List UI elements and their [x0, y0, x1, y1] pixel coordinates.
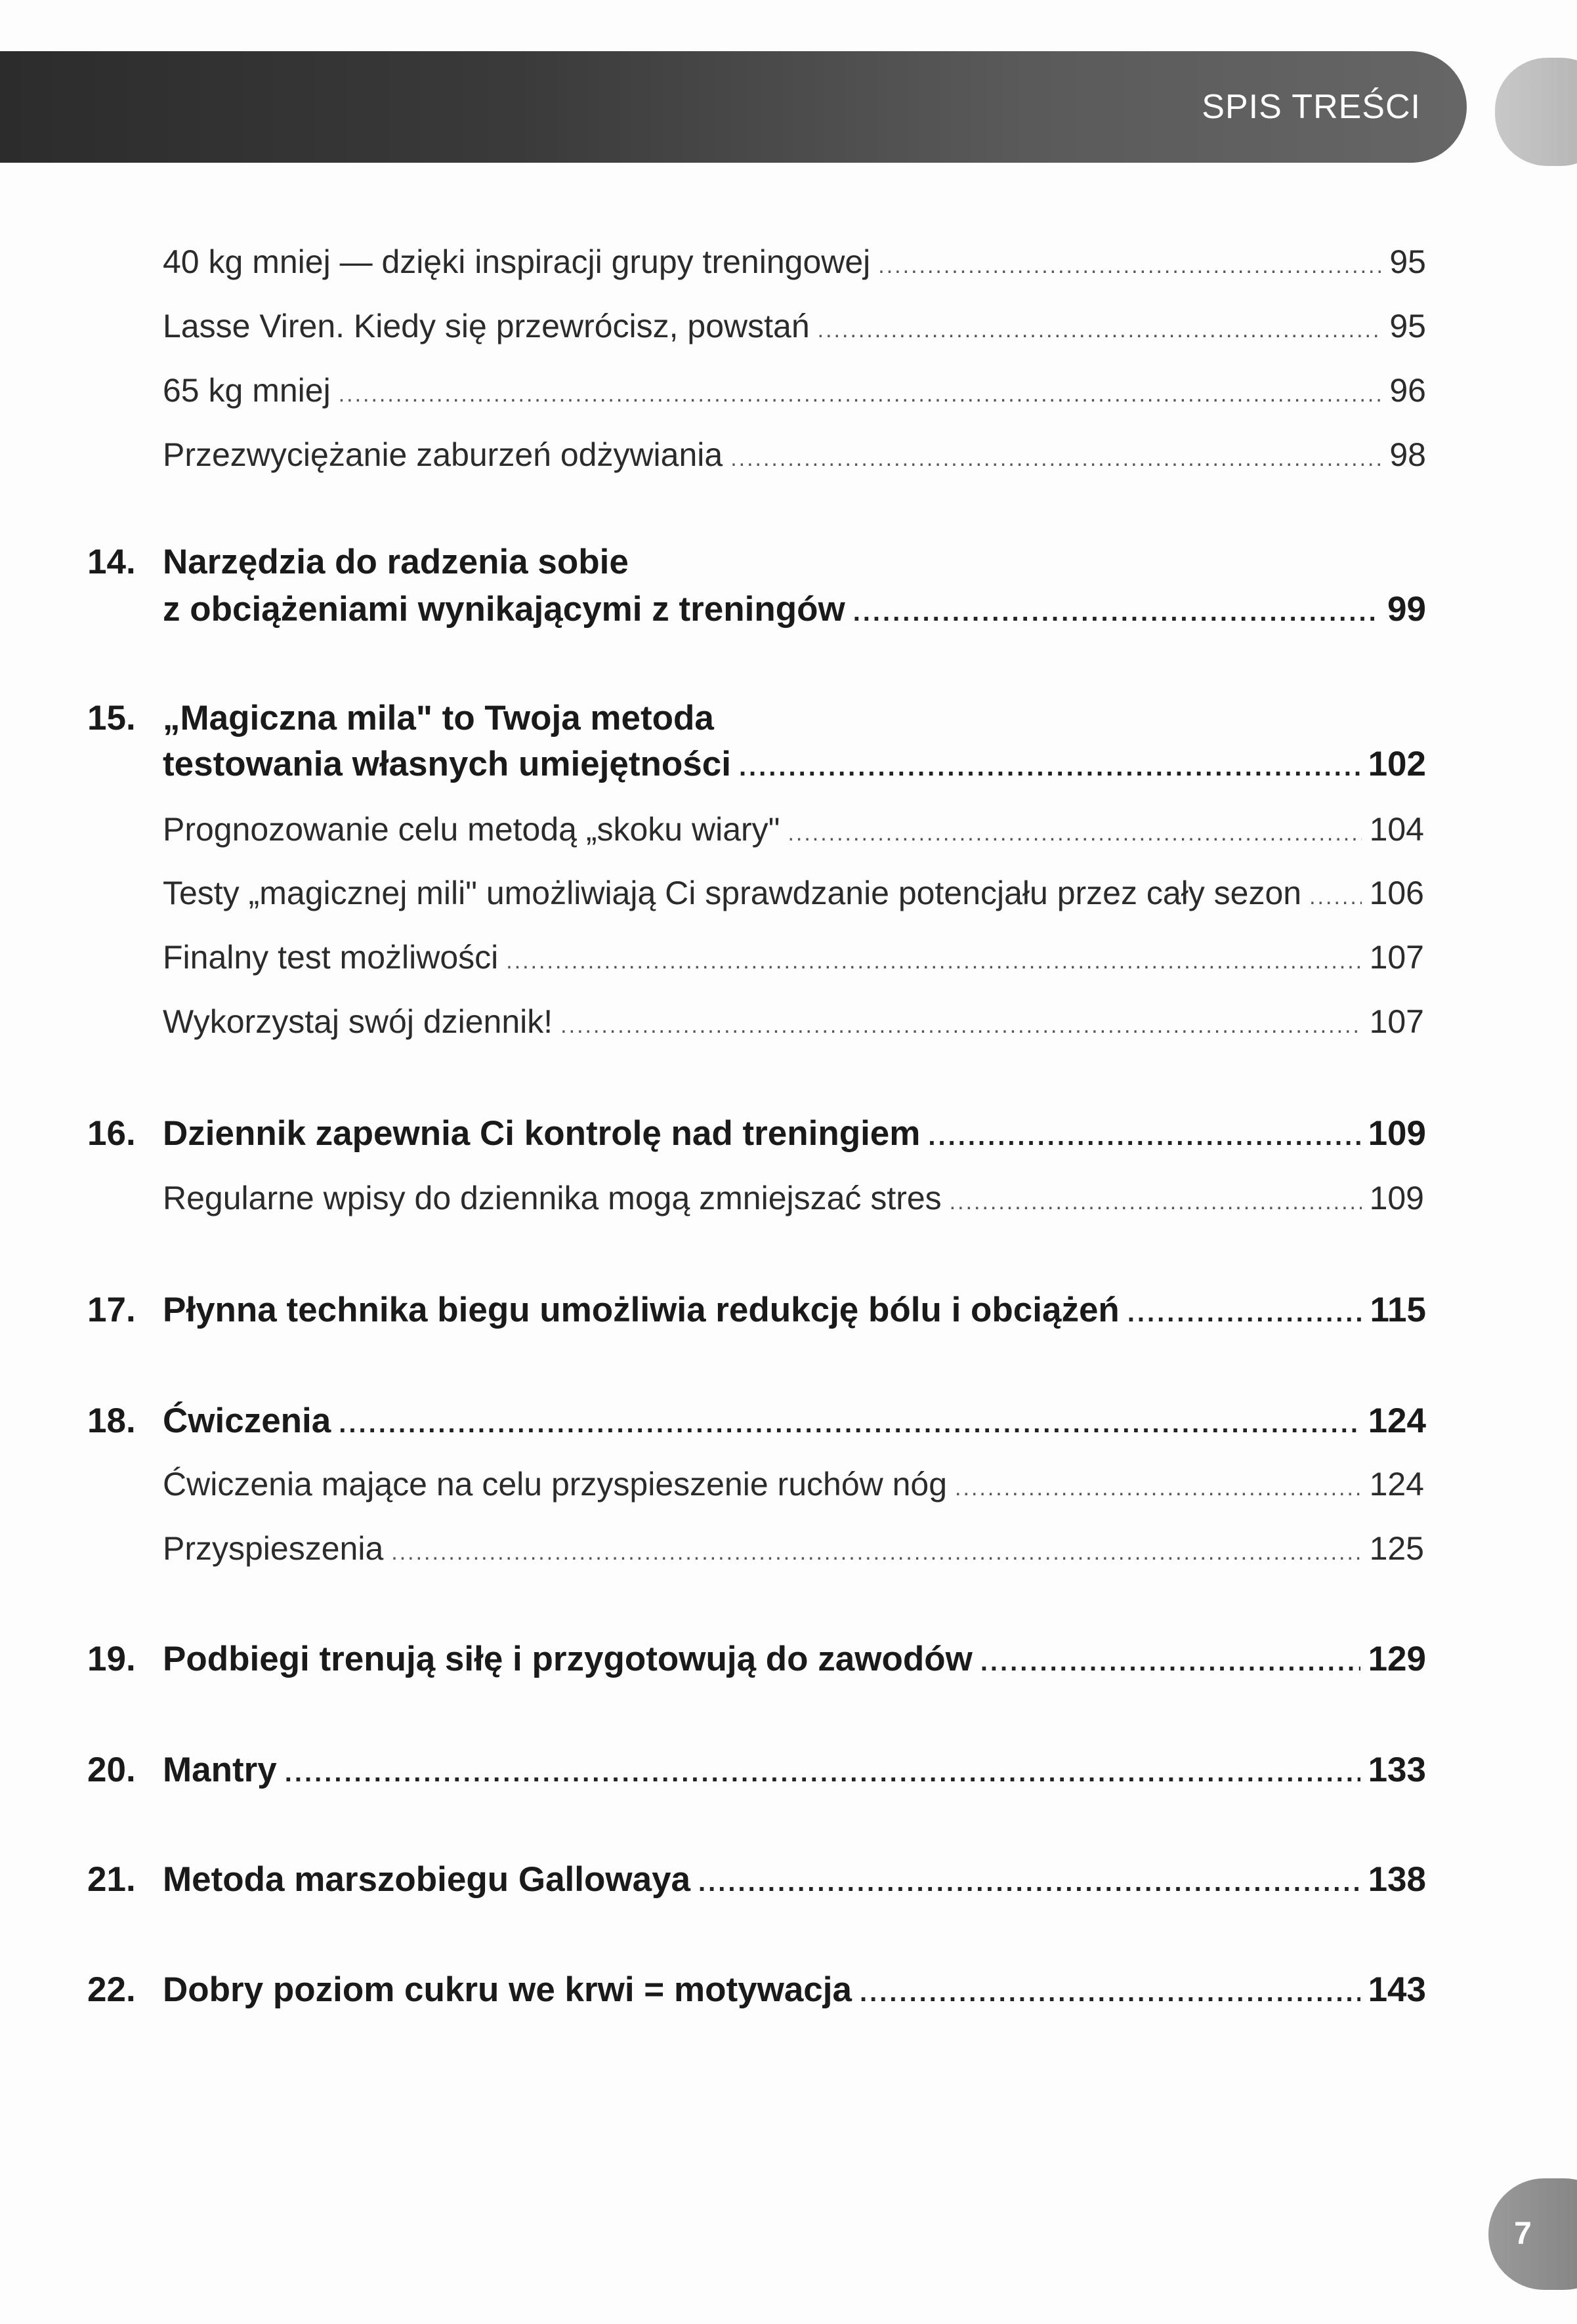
leader-dots: [560, 1013, 1361, 1039]
entry-title: Wykorzystaj swój dziennik!: [163, 1003, 553, 1040]
chapter-14[interactable]: [163, 589, 1426, 629]
chapter-page: 115: [1370, 1291, 1426, 1329]
leader-dots: [1127, 1298, 1362, 1328]
chapter-15[interactable]: [163, 744, 1426, 784]
chapter-number: 16.: [87, 1114, 136, 1153]
leader-dots: [739, 753, 1360, 782]
entry-page: 107: [1369, 1003, 1424, 1040]
chapter-21[interactable]: [87, 1859, 1426, 1899]
chapter-20[interactable]: [87, 1750, 1426, 1790]
entry-page: 109: [1369, 1180, 1424, 1216]
section-title: SPIS TREŚCI: [1202, 88, 1421, 126]
leader-dots: [980, 1648, 1360, 1677]
page-number-tab: [1488, 2178, 1577, 2290]
entry-page: 124: [1369, 1466, 1424, 1503]
chapter-17[interactable]: [87, 1290, 1426, 1330]
leader-dots: [860, 1978, 1360, 2008]
entry-title: Finalny test możliwości: [163, 939, 499, 976]
entry-page: 104: [1369, 811, 1424, 848]
chapter-number: 15.: [87, 699, 136, 737]
chapter-title: Ćwiczenia: [163, 1401, 331, 1440]
chapter-number: 18.: [87, 1401, 136, 1440]
toc-entry[interactable]: [163, 1465, 1424, 1503]
chapter-16[interactable]: [87, 1113, 1426, 1153]
chapter-number: 21.: [87, 1860, 136, 1899]
toc-entry[interactable]: [163, 810, 1424, 848]
entry-page: 96: [1389, 372, 1426, 409]
leader-dots: [1309, 884, 1361, 910]
leader-dots: [955, 1476, 1362, 1501]
entry-title: Przezwyciężanie zaburzeń odżywiania: [163, 436, 723, 473]
entry-page: 95: [1389, 243, 1426, 280]
chapter-number: 20.: [87, 1751, 136, 1789]
chapter-14-title-line1: [87, 542, 629, 582]
leader-dots: [853, 598, 1379, 627]
chapter-page: 133: [1368, 1751, 1426, 1789]
chapter-title: Mantry: [163, 1751, 277, 1789]
leader-dots: [339, 1409, 1360, 1439]
chapter-number: 19.: [87, 1640, 136, 1678]
chapter-title-line2: z obciążeniami wynikającymi z treningów: [163, 590, 845, 629]
chapter-19[interactable]: [87, 1639, 1426, 1679]
entry-title: 40 kg mniej — dzięki inspiracji grupy treningowej: [163, 243, 871, 280]
entry-title: Regularne wpisy do dziennika mogą zmniejszać stres: [163, 1180, 942, 1216]
leader-dots: [391, 1540, 1361, 1566]
leader-dots: [506, 949, 1361, 974]
chapter-page: 109: [1368, 1114, 1426, 1153]
leader-dots: [788, 821, 1361, 846]
toc-entry[interactable]: [163, 243, 1426, 281]
chapter-title: Dobry poziom cukru we krwi = motywacja: [163, 1970, 852, 2009]
entry-page: 98: [1389, 436, 1426, 473]
toc-entry[interactable]: [163, 436, 1426, 474]
leader-dots: [950, 1190, 1362, 1215]
toc-entry[interactable]: [163, 938, 1424, 976]
toc-entry[interactable]: [163, 1179, 1424, 1217]
leader-dots: [730, 446, 1381, 472]
chapter-page: 102: [1368, 745, 1426, 783]
entry-title: Ćwiczenia mające na celu przyspieszenie ruchów nóg: [163, 1466, 948, 1503]
chapter-18[interactable]: [87, 1401, 1426, 1441]
chapter-title: Płynna technika biegu umożliwia redukcję bólu i obciążeń: [163, 1291, 1120, 1329]
chapter-title: Narzędzia do radzenia sobie: [163, 543, 629, 581]
entry-title: Testy „magicznej mili" umożliwiają Ci sprawdzanie potencjału przez cały sezon: [163, 875, 1302, 911]
entry-title: Prognozowanie celu metodą „skoku wiary": [163, 811, 780, 848]
chapter-page: 129: [1368, 1640, 1426, 1678]
toc-entry[interactable]: [163, 874, 1424, 912]
chapter-number: 22.: [87, 1970, 136, 2009]
entry-page: 95: [1389, 308, 1426, 344]
toc-entry[interactable]: [163, 371, 1426, 409]
chapter-title: Metoda marszobiegu Gallowaya: [163, 1860, 691, 1899]
chapter-22[interactable]: [87, 1970, 1426, 2010]
toc-entry[interactable]: [163, 307, 1426, 345]
chapter-title-line2: testowania własnych umiejętności: [163, 745, 731, 783]
toc-entry[interactable]: [163, 1529, 1424, 1567]
chapter-title: „Magiczna mila" to Twoja metoda: [163, 699, 714, 737]
chapter-number: 17.: [87, 1291, 136, 1329]
entry-title: Lasse Viren. Kiedy się przewrócisz, powstań: [163, 308, 810, 344]
leader-dots: [818, 318, 1382, 343]
chapter-page: 143: [1368, 1970, 1426, 2009]
entry-page: 107: [1369, 939, 1424, 976]
chapter-number: 14.: [87, 543, 136, 581]
leader-dots: [878, 253, 1381, 279]
page-number: 7: [1514, 2216, 1532, 2251]
chapter-page: 99: [1387, 590, 1426, 629]
chapter-title: Dziennik zapewnia Ci kontrolę nad treningiem: [163, 1114, 921, 1153]
leader-dots: [698, 1868, 1360, 1898]
leader-dots: [928, 1122, 1360, 1152]
entry-page: 125: [1369, 1530, 1424, 1567]
entry-title: Przyspieszenia: [163, 1530, 384, 1567]
chapter-15-title-line1: [87, 698, 714, 738]
chapter-title: Podbiegi trenują siłę i przygotowują do zawodów: [163, 1640, 973, 1678]
leader-dots: [339, 382, 1382, 407]
toc-entry[interactable]: [163, 1003, 1424, 1041]
chapter-page: 138: [1368, 1860, 1426, 1899]
entry-title: 65 kg mniej: [163, 372, 331, 409]
chapter-page: 124: [1368, 1401, 1426, 1440]
entry-page: 106: [1369, 875, 1424, 911]
leader-dots: [285, 1758, 1360, 1788]
